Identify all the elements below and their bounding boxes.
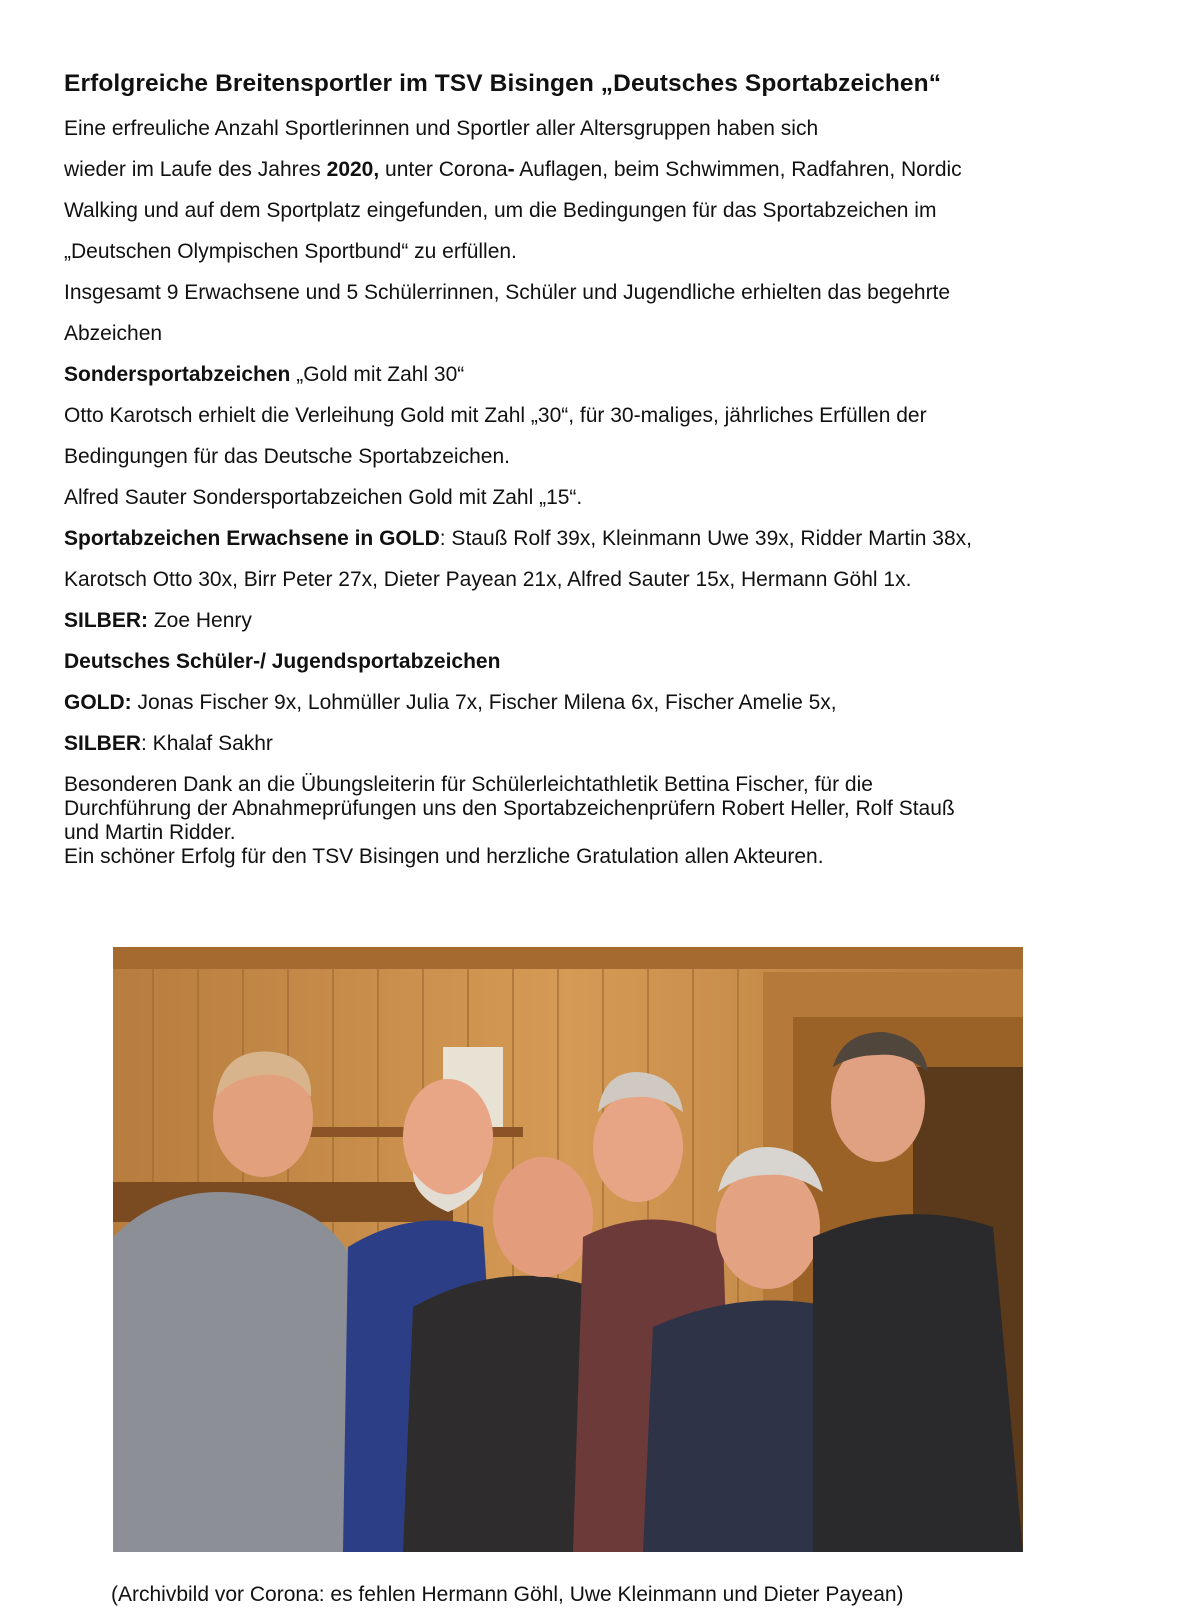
schueler-silber: SILBER: Khalaf Sakhr	[64, 732, 273, 755]
intro-line-2: wieder im Laufe des Jahres 2020, unter Corona- Auflagen, beim Schwimmen, Radfahren, Nordic	[64, 158, 962, 181]
intro-line-6: Abzeichen	[64, 322, 163, 345]
erwachsene-silber: SILBER: Zoe Henry	[64, 609, 252, 632]
dank-line-4: Ein schöner Erfolg für den TSV Bisingen und herzliche Gratulation allen Akteuren.	[64, 845, 824, 868]
article-title: Erfolgreiche Breitensportler im TSV Bisingen „Deutsches Sportabzeichen“	[64, 70, 942, 97]
group-photo-illustration	[113, 947, 1023, 1552]
intro-line-4: „Deutschen Olympischen Sportbund“ zu erfüllen.	[64, 240, 517, 263]
sonder-line-2: Bedingungen für das Deutsche Sportabzeichen.	[64, 445, 510, 468]
sonder-heading: Sondersportabzeichen „Gold mit Zahl 30“	[64, 363, 465, 386]
sonder-line-3: Alfred Sauter Sondersportabzeichen Gold mit Zahl „15“.	[64, 486, 583, 509]
sonder-line-1: Otto Karotsch erhielt die Verleihung Gold mit Zahl „30“, für 30-maliges, jährliches Erfüllen der	[64, 404, 927, 427]
dank-line-3: und Martin Ridder.	[64, 821, 236, 844]
dank-line-2: Durchführung der Abnahmeprüfungen uns den Sportabzeichenprüfern Robert Heller, Rolf Stauß	[64, 797, 955, 820]
erwachsene-line-2: Karotsch Otto 30x, Birr Peter 27x, Dieter Payean 21x, Alfred Sauter 15x, Hermann Göhl 1x.	[64, 568, 912, 591]
photo-caption: (Archivbild vor Corona: es fehlen Hermann Göhl, Uwe Kleinmann und Dieter Payean)	[111, 1583, 904, 1606]
dank-line-1: Besonderen Dank an die Übungsleiterin für Schülerleichtathletik Bettina Fischer, für die	[64, 773, 873, 796]
intro-line-5: Insgesamt 9 Erwachsene und 5 Schülerrinnen, Schüler und Jugendliche erhielten das begehrte	[64, 281, 951, 304]
schueler-gold: GOLD: Jonas Fischer 9x, Lohmüller Julia 7x, Fischer Milena 6x, Fischer Amelie 5x,	[64, 691, 837, 714]
intro-line-1: Eine erfreuliche Anzahl Sportlerinnen und Sportler aller Altersgruppen haben sich	[64, 117, 819, 140]
dank-paragraph	[64, 773, 955, 869]
intro-line-3: Walking und auf dem Sportplatz eingefunden, um die Bedingungen für das Sportabzeichen im	[64, 199, 937, 222]
group-photo	[113, 947, 1023, 1552]
schueler-heading: Deutsches Schüler-/ Jugendsportabzeichen	[64, 650, 501, 673]
erwachsene-line-1: Sportabzeichen Erwachsene in GOLD: Stauß Rolf 39x, Kleinmann Uwe 39x, Ridder Martin 38x,	[64, 527, 973, 550]
